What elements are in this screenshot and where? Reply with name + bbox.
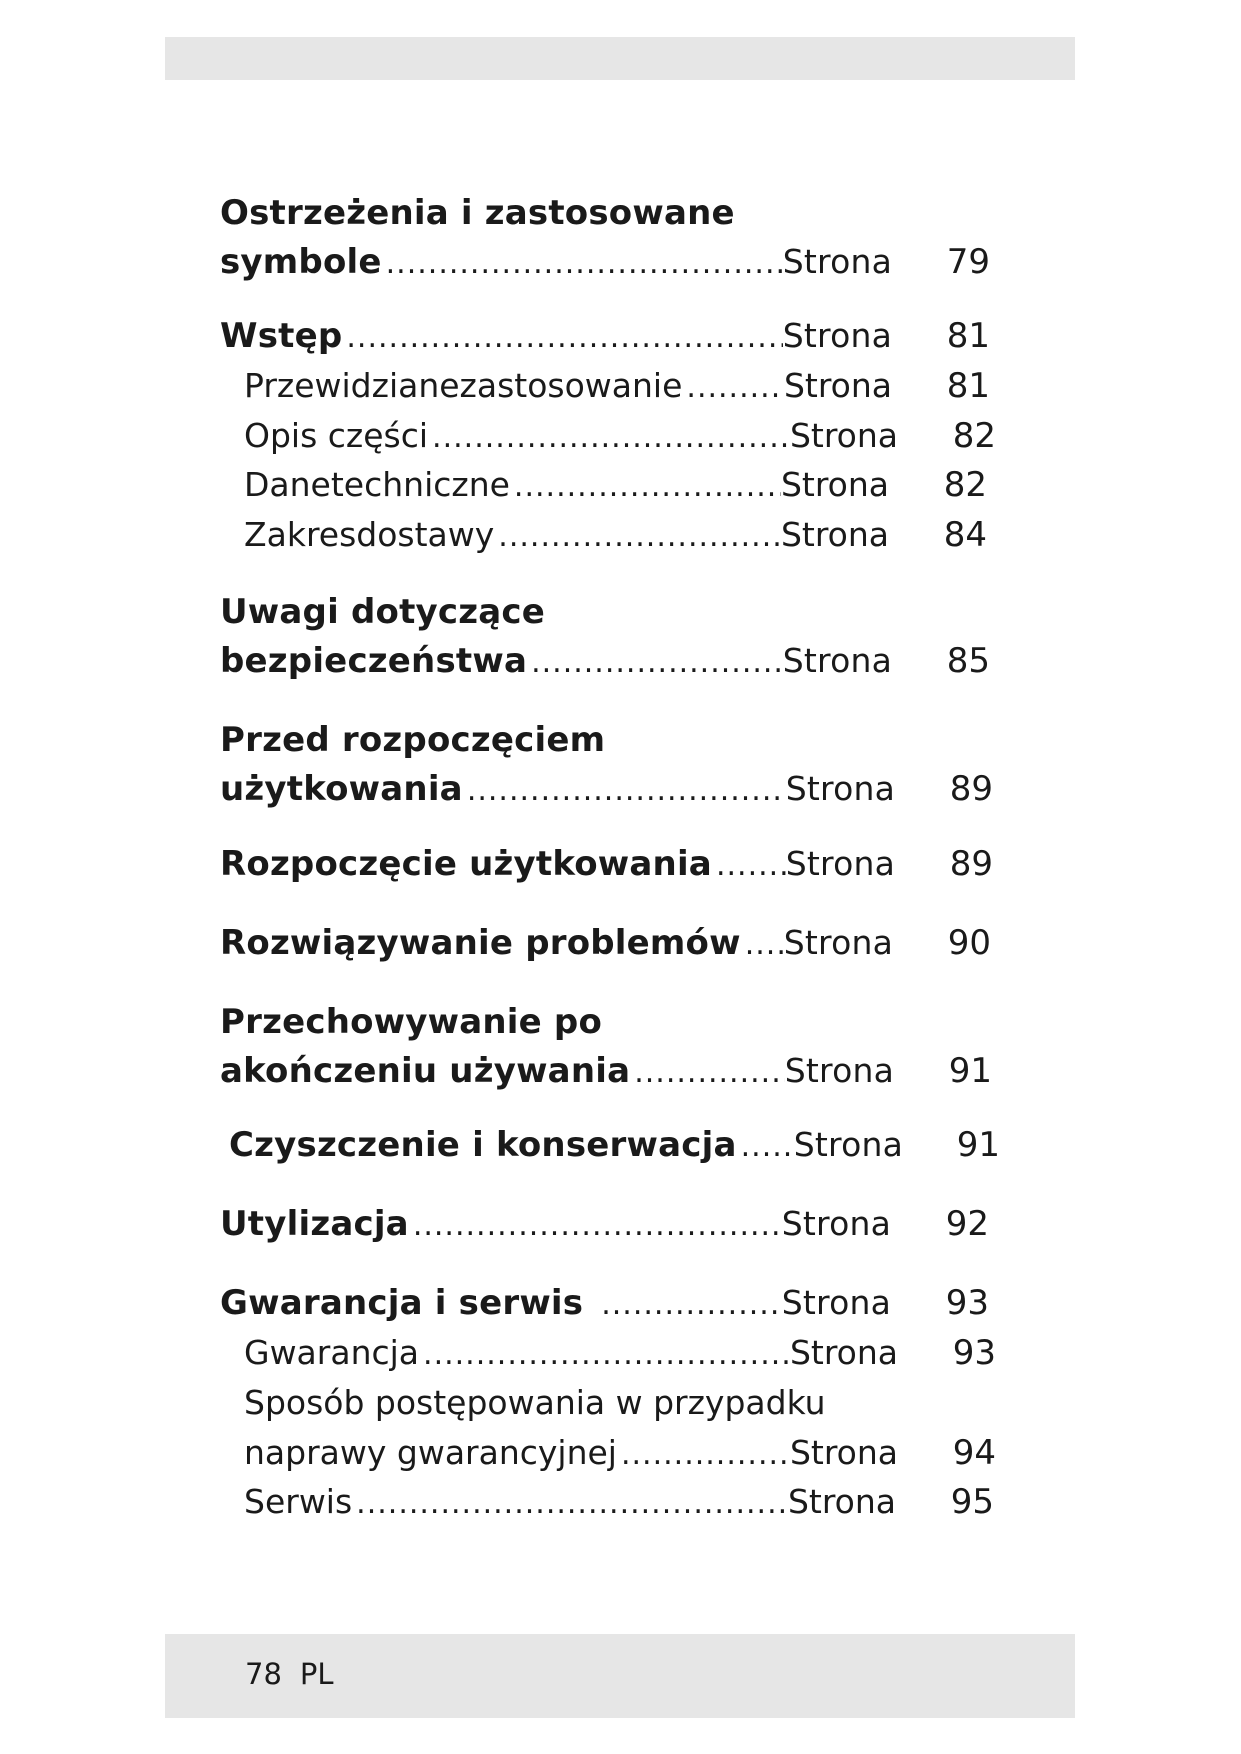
toc-entry-naprawy-gwarancyjnej[interactable] xyxy=(244,1428,898,1478)
toc-page-number: 94 xyxy=(952,1433,996,1473)
toc-leader-dots xyxy=(686,363,784,413)
toc-title-line: Ostrzeżenia i zastosowane xyxy=(220,193,735,233)
toc-entry-bezpieczenstwa[interactable] xyxy=(220,636,892,686)
toc-strona-label: Strona xyxy=(781,1283,891,1322)
toc-entry-title: użytkowania xyxy=(220,769,463,809)
toc-entry-uzytkowania[interactable] xyxy=(220,764,895,814)
toc-page-number: 93 xyxy=(945,1283,989,1323)
toc-page-number: 89 xyxy=(949,769,993,809)
toc-title-line: Przed rozpoczęciem xyxy=(220,720,606,760)
toc-strona-label: Strona xyxy=(785,844,895,883)
toc-entry-title: bezpieczeństwa xyxy=(220,641,528,681)
toc-entry-title: Gwarancja xyxy=(244,1333,420,1372)
toc-leader-dots xyxy=(634,1048,785,1098)
toc-entry-title: Danetechniczne xyxy=(244,465,510,504)
toc-leader-dots xyxy=(413,1201,782,1251)
toc-strona-label: Strona xyxy=(782,316,892,355)
toc-entry-opis-czesci[interactable] xyxy=(244,411,898,461)
toc-leader-dots xyxy=(423,1330,790,1380)
toc-strona-label: Strona xyxy=(784,1051,894,1090)
toc-strona-label: Strona xyxy=(793,1125,903,1164)
toc-leader-dots xyxy=(601,1280,782,1330)
toc-page-number: 81 xyxy=(946,316,990,356)
toc-strona-label: Strona xyxy=(781,1204,891,1243)
toc-entry-title: naprawy gwarancyjnej xyxy=(244,1433,617,1472)
toc-strona-label: Strona xyxy=(789,1433,898,1472)
toc-entry-title: Rozwiązywanie problemów xyxy=(220,923,741,963)
toc-leader-dots xyxy=(356,1479,788,1529)
toc-page-number: 84 xyxy=(943,515,987,555)
toc-entry-gwarancja-i-serwis[interactable] xyxy=(220,1278,891,1328)
toc-entry-title: Zakresdostawy xyxy=(244,515,495,554)
toc-strona-label: Strona xyxy=(787,1482,896,1521)
toc-page-number: 79 xyxy=(946,242,990,282)
toc-entry-gwarancja[interactable] xyxy=(244,1328,898,1378)
toc-entry-title: Gwarancja i serwis xyxy=(220,1283,584,1323)
toc-entry-wstep[interactable] xyxy=(220,311,892,361)
toc-page-number: 89 xyxy=(949,844,993,884)
toc-page-number: 91 xyxy=(956,1125,1000,1165)
toc-entry-zakres-dostawy[interactable] xyxy=(244,510,889,560)
toc-leader-dots xyxy=(741,1122,794,1172)
toc-title-line: Uwagi dotyczące xyxy=(220,592,546,632)
toc-strona-label: Strona xyxy=(783,923,893,962)
toc-strona-label: Strona xyxy=(789,416,898,455)
toc-page-number: 91 xyxy=(948,1051,992,1091)
toc-entry-utylizacja[interactable] xyxy=(220,1199,891,1249)
toc-leader-dots xyxy=(514,462,781,512)
toc-leader-dots xyxy=(346,313,782,363)
toc-page-number: 81 xyxy=(946,366,990,406)
toc-entry-title: Przewidzianezastosowanie xyxy=(244,366,683,405)
toc-entry-symbole[interactable] xyxy=(220,237,892,287)
toc-entry-title: Opis części xyxy=(244,416,429,455)
toc-strona-label: Strona xyxy=(780,515,889,554)
toc-leader-dots xyxy=(531,638,783,688)
toc-leader-dots xyxy=(467,766,786,816)
toc-entry-serwis[interactable] xyxy=(244,1477,896,1527)
toc-page-number: 85 xyxy=(946,641,990,681)
toc-entry-title: Wstęp xyxy=(220,316,343,356)
toc-entry-title: Serwis xyxy=(244,1482,353,1521)
toc-entry-dane-techniczne[interactable] xyxy=(244,460,889,510)
toc-entry-rozwiazywanie-problemow[interactable] xyxy=(220,918,893,968)
page-footer xyxy=(245,1652,334,1696)
toc-strona-label: Strona xyxy=(789,1333,898,1372)
toc-page-number: 90 xyxy=(947,923,991,963)
toc-entry-title: Rozpoczęcie użytkowania xyxy=(220,844,712,884)
toc-strona-label: Strona xyxy=(782,641,892,680)
toc-leader-dots xyxy=(386,239,783,289)
toc-page-number: 82 xyxy=(952,416,996,456)
toc-strona-label: Strona xyxy=(782,242,892,281)
toc-entry-title: Czyszczenie i konserwacja xyxy=(229,1125,737,1165)
toc-entry-czyszczenie-konserwacja[interactable] xyxy=(229,1120,903,1170)
toc-entry-title: Utylizacja xyxy=(220,1204,409,1244)
toc-page-number: 95 xyxy=(950,1482,994,1522)
toc-entry-title: akończeniu używania xyxy=(220,1051,631,1091)
toc-page-number: 93 xyxy=(952,1333,996,1373)
toc-strona-label: Strona xyxy=(783,366,892,405)
toc-leader-dots xyxy=(745,920,784,970)
footer-page-number: 78 xyxy=(245,1657,282,1691)
toc-entry-rozpoczecie-uzytkowania[interactable] xyxy=(220,839,895,889)
toc-leader-dots xyxy=(498,512,781,562)
toc-page-number: 82 xyxy=(943,465,987,505)
toc-entry-akonczeniu-uzywania[interactable] xyxy=(220,1046,894,1096)
toc-leader-dots xyxy=(716,841,786,891)
toc-title-line: Sposób postępowania w przypadku xyxy=(244,1383,826,1422)
toc-entry-przewidziane-zastosowanie[interactable] xyxy=(244,361,892,411)
toc-leader-dots xyxy=(621,1430,790,1480)
toc-title-line: Przechowywanie po xyxy=(220,1002,603,1042)
footer-language: PL xyxy=(299,1657,334,1691)
toc-page-number: 92 xyxy=(945,1204,989,1244)
toc-leader-dots xyxy=(432,413,790,463)
toc-entry-title: symbole xyxy=(220,242,382,282)
toc-strona-label: Strona xyxy=(785,769,895,808)
toc-strona-label: Strona xyxy=(780,465,889,504)
